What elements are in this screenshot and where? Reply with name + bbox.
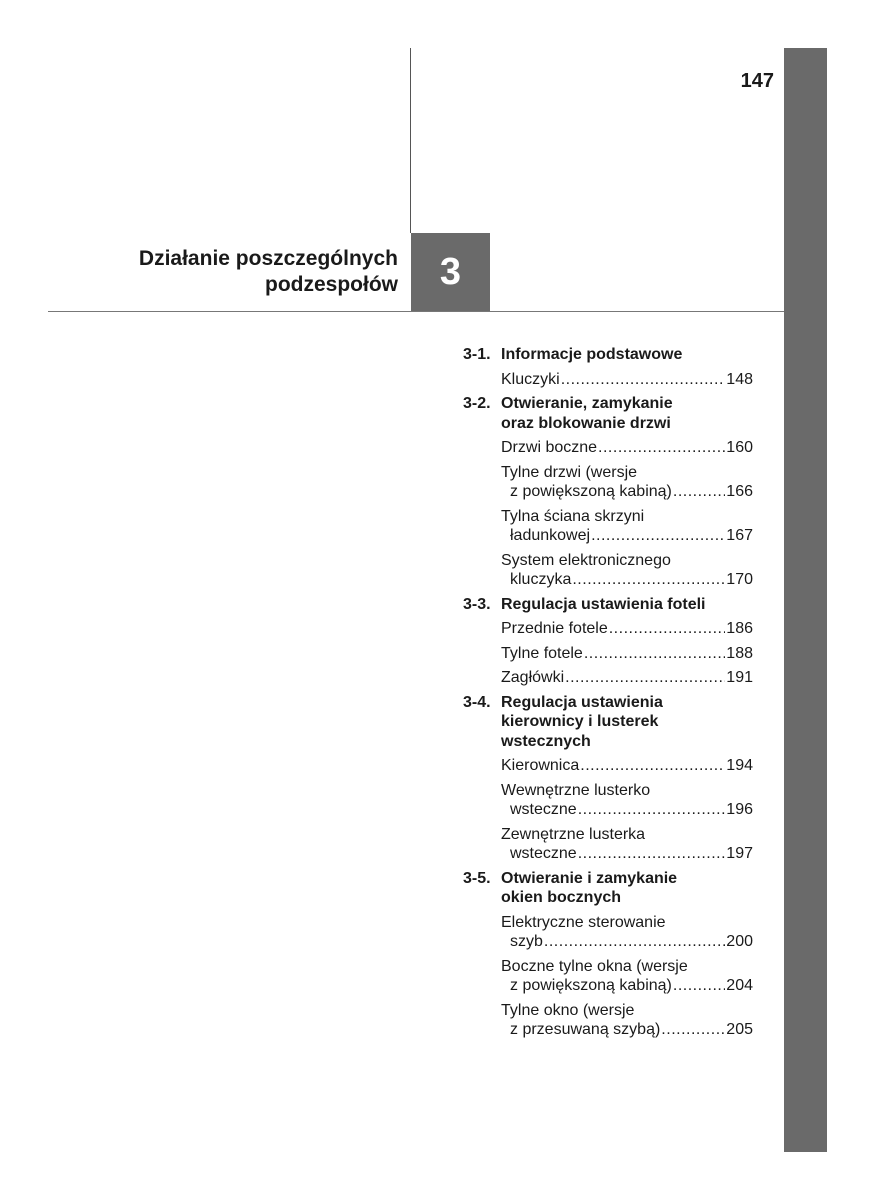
toc-entry-label: Elektryczne sterowanie: [501, 913, 666, 931]
toc-section-number: 3-1.: [463, 346, 491, 363]
dot-leader: [561, 370, 726, 390]
toc-entry-label: wsteczne: [510, 801, 577, 818]
toc-section: [463, 595, 753, 615]
toc-entry-page: 200: [726, 933, 753, 950]
toc-entry-label: Kluczyki: [501, 370, 560, 388]
toc-section: [463, 394, 753, 433]
toc-entry-label: Wewnętrzne lusterko: [501, 781, 651, 799]
toc-entry-label: Zagłówki: [501, 669, 565, 686]
chapter-title-line: Działanie poszczególnych: [138, 247, 398, 270]
chapter-side-tab: [784, 48, 827, 1152]
toc-entry-page: 186: [726, 620, 753, 637]
toc-section: [463, 693, 753, 752]
dot-leader: [578, 844, 726, 864]
toc-section: [463, 869, 753, 908]
toc-entry-label: z powiększoną kabiną): [510, 977, 672, 994]
toc-entry-page: 148: [726, 370, 753, 388]
toc-entry-label: Przednie fotele: [501, 620, 608, 637]
dot-leader: [609, 619, 726, 639]
toc-entry[interactable]: [501, 825, 753, 864]
toc-entry[interactable]: [501, 913, 753, 952]
toc-section-title-line: wstecznych: [501, 732, 591, 750]
table-of-contents: [463, 345, 753, 1040]
dot-leader: [544, 932, 725, 952]
toc-entry-page: 196: [726, 801, 753, 818]
dot-leader: [598, 438, 725, 458]
toc-section-title: [501, 394, 753, 433]
toc-entry-label: z powiększoną kabiną): [510, 483, 672, 500]
toc-section: [463, 345, 753, 365]
toc-entry-page: 204: [726, 977, 753, 994]
toc-entry[interactable]: [501, 1001, 753, 1040]
toc-entry-page: 166: [726, 483, 753, 500]
chapter-title: [90, 246, 398, 298]
toc-entry[interactable]: [501, 619, 753, 639]
toc-section-number: 3-3.: [463, 595, 491, 613]
toc-entry-label: Tylne okno (wersje: [501, 1001, 635, 1019]
toc-section-title-line: Regulacja ustawienia: [501, 693, 663, 711]
toc-entry[interactable]: [501, 781, 753, 820]
toc-section-title-line: Regulacja ustawienia foteli: [501, 595, 706, 613]
toc-entry-page: 205: [726, 1021, 753, 1038]
toc-section-title: [501, 345, 753, 365]
dot-leader: [673, 482, 725, 502]
toc-entry-page: 194: [726, 757, 753, 774]
toc-entry-page: 188: [726, 644, 753, 662]
horizontal-rule: [48, 311, 784, 312]
vertical-rule: [410, 48, 411, 233]
toc-entry-label: Drzwi boczne: [501, 439, 598, 456]
dot-leader: [591, 526, 725, 546]
toc-section-title: [501, 595, 753, 615]
toc-entry[interactable]: [501, 668, 753, 688]
toc-entry-page: 160: [726, 439, 753, 456]
toc-entry-label: kluczyka: [510, 571, 572, 588]
toc-entry-label: Kierownica: [501, 757, 580, 774]
toc-entry[interactable]: [501, 438, 753, 458]
toc-entry[interactable]: [501, 644, 753, 664]
dot-leader: [580, 756, 725, 776]
toc-entry[interactable]: [501, 957, 753, 996]
toc-section-number: 3-4.: [463, 693, 491, 711]
toc-section-title-line: okien bocznych: [501, 889, 622, 906]
toc-section-title-line: Informacje podstawowe: [501, 346, 683, 363]
toc-entry-label: Tylna ściana skrzyni: [501, 507, 645, 525]
dot-leader: [565, 668, 725, 688]
toc-entry-label: ładunkowej: [510, 527, 591, 544]
dot-leader: [572, 570, 725, 590]
dot-leader: [578, 800, 726, 820]
chapter-number-box: 3: [411, 233, 490, 311]
toc-section-title: [501, 869, 753, 908]
toc-entry-label: Tylne drzwi (wersje: [501, 463, 638, 481]
toc-entry-label: System elektronicznego: [501, 551, 671, 569]
toc-entry[interactable]: [501, 463, 753, 502]
toc-entry-page: 167: [726, 527, 753, 544]
toc-entry[interactable]: [501, 551, 753, 590]
toc-section-number: 3-2.: [463, 395, 491, 412]
toc-entry-page: 191: [726, 669, 753, 686]
toc-entry[interactable]: [501, 507, 753, 546]
toc-entry-label: Tylne fotele: [501, 644, 583, 662]
toc-entry-page: 170: [726, 571, 753, 588]
toc-entry-label: wsteczne: [510, 845, 577, 862]
toc-section-title-line: oraz blokowanie drzwi: [501, 414, 671, 432]
toc-entry-label: Boczne tylne okna (wersje: [501, 957, 688, 975]
toc-section-title: [501, 693, 753, 752]
toc-entry[interactable]: [501, 370, 753, 390]
toc-entry-label: z przesuwaną szybą): [510, 1021, 661, 1038]
toc-entry[interactable]: [501, 756, 753, 776]
dot-leader: [584, 644, 725, 664]
toc-section-title-line: Otwieranie i zamykanie: [501, 869, 678, 887]
chapter-title-line: podzespołów: [265, 273, 398, 296]
toc-section-number: 3-5.: [463, 869, 491, 887]
toc-entry-label: szyb: [510, 933, 543, 950]
toc-section-title-line: Otwieranie, zamykanie: [501, 395, 673, 412]
page-number: 147: [740, 70, 774, 92]
toc-entry-label: Zewnętrzne lusterka: [501, 825, 646, 843]
dot-leader: [661, 1020, 725, 1040]
toc-section-title-line: kierownicy i lusterek: [501, 713, 659, 730]
dot-leader: [673, 976, 725, 996]
toc-entry-page: 197: [726, 845, 753, 862]
